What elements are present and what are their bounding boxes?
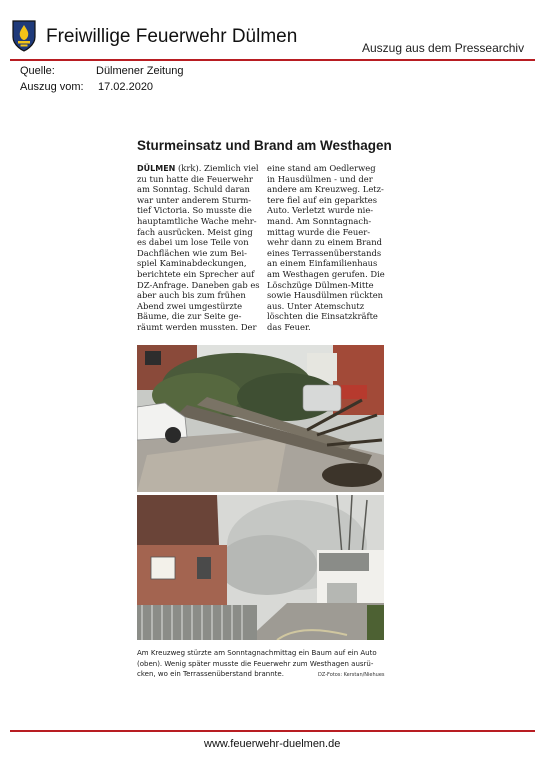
article-line: am Westhagen gerufen. Die <box>267 268 385 279</box>
article-line: war unter anderem Sturm- <box>137 194 252 205</box>
date-label: Auszug vom: <box>20 81 84 93</box>
photo-fallen-tree <box>137 345 384 492</box>
article-column-1 <box>137 163 260 333</box>
article-line: tief Victoria. So musste die <box>137 205 252 216</box>
article-line: zu tun hatte die Feuerwehr <box>137 173 253 184</box>
caption-line: Am Kreuzweg stürzte am Sonntagnachmittag ein Baum auf ein Auto <box>137 649 377 657</box>
article-line: tere fiel auf ein geparktes <box>267 194 378 205</box>
fire-department-crest-icon <box>11 19 37 53</box>
article-line: DZ-Anfrage. Daneben gab es <box>137 279 260 290</box>
article-line: löschten die Einsatzkräfte <box>267 311 378 322</box>
article-line: wehr dann zu einem Brand <box>267 237 382 248</box>
photo-house-fire <box>137 495 384 640</box>
article-line: das Feuer. <box>267 321 311 332</box>
article-line: Bäume, die zur Seite ge- <box>137 311 242 322</box>
article-line: spiel Kaminabdeckungen, <box>137 258 247 269</box>
source-value: Dülmener Zeitung <box>96 65 184 77</box>
article-line: am Sonntag. Schuld daran <box>137 184 250 195</box>
article-line: an einem Einfamilienhaus <box>267 258 378 269</box>
article-line: eines Terrassenüberstands <box>267 247 382 258</box>
header-divider <box>10 59 535 61</box>
footer-divider <box>10 730 535 732</box>
article-line: aus. Unter Atemschutz <box>267 300 365 311</box>
article-line: Abend zwei umgestürzte <box>137 300 243 311</box>
article-line: berichtete ein Sprecher auf <box>137 268 255 279</box>
article-line: räumt werden mussten. Der <box>137 321 257 332</box>
photo-credit: DZ-Fotos: Kerstan/Niehues <box>318 672 385 678</box>
footer-url[interactable]: www.feuerwehr-duelmen.de <box>204 738 341 750</box>
article-line: DÜLMEN (krk). Ziemlich viel <box>137 163 259 173</box>
article-column-2 <box>267 163 385 333</box>
article-title: Sturmeinsatz und Brand am Westhagen <box>137 138 392 153</box>
caption-line: cken, wo ein Terrassenüberstand brannte. <box>137 670 284 679</box>
article-line: hauptamtliche Wache mehr- <box>137 215 257 226</box>
date-value: 17.02.2020 <box>98 81 154 93</box>
caption-line: (oben). Wenig später musste die Feuerwehr zum Westhagen ausrü- <box>137 659 374 668</box>
article-line: aber auch bis zum frühen <box>137 290 246 301</box>
source-label: Quelle: <box>20 65 55 77</box>
article-line: es dabei um lose Teile von <box>137 237 249 248</box>
article-dateline: DÜLMEN <box>137 164 176 173</box>
article-line: mittag wurde die Feuer- <box>267 226 371 237</box>
article-line: in Hausdülmen - und der <box>267 173 373 184</box>
article-line: Auto. Verletzt wurde nie- <box>267 205 374 216</box>
article-line: sowie Hausdülmen rückten <box>267 290 384 301</box>
article-line: Löschzüge Dülmen-Mitte <box>267 279 374 290</box>
article-line: mand. Am Sonntagnach- <box>267 215 372 226</box>
archive-label: Auszug aus dem Pressearchiv <box>362 41 525 55</box>
article-line: andere am Kreuzweg. Letz- <box>267 184 384 195</box>
article-line: Dachflächen wie zum Bei- <box>137 247 247 258</box>
article-line: fach ausrücken. Meist ging <box>137 226 253 237</box>
header-title: Freiwillige Feuerwehr Dülmen <box>46 26 298 47</box>
article-line: eine stand am Oedlerweg <box>267 163 376 173</box>
